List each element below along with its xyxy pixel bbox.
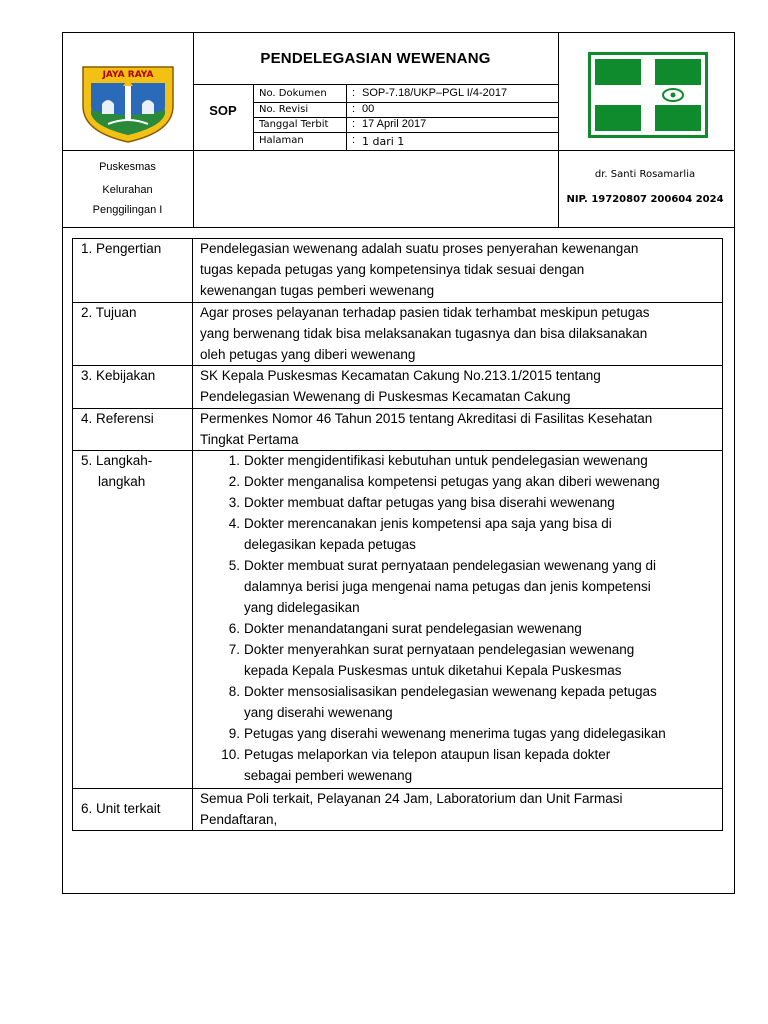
step-item <box>200 513 716 555</box>
meta-colon: : <box>352 103 356 115</box>
step-text-line: Dokter menandatangani surat pendelegasian wewenang <box>244 621 582 636</box>
step-text <box>244 723 716 744</box>
step-number: 5. <box>228 558 240 573</box>
step-number: 3. <box>228 495 240 510</box>
step-text-line: Dokter membuat surat pernyataan pendelegasian wewenang yang di <box>244 558 657 573</box>
step-item <box>200 723 716 744</box>
meta-colon: : <box>352 118 356 130</box>
step-number: 7. <box>228 642 240 657</box>
jaya-raya-emblem-icon <box>78 64 178 144</box>
step-text-line: delegasikan kepada petugas <box>244 537 416 552</box>
step-text <box>244 513 716 555</box>
meta-colon: : <box>352 134 356 146</box>
step-text-line: Dokter membuat daftar petugas yang bisa diserahi wewenang <box>244 495 615 510</box>
step-text <box>244 450 716 471</box>
step-text <box>244 639 716 681</box>
section-content-pengertian <box>200 238 716 301</box>
step-number: 6. <box>228 621 240 636</box>
step-number: 4. <box>228 516 240 531</box>
section-label-langkah <box>81 450 152 492</box>
step-item <box>200 744 716 786</box>
step-text-line: yang diserahi wewenang <box>244 705 393 720</box>
puskesmas-cross-logo-icon <box>588 52 708 138</box>
section-label-tujuan: 2. Tujuan <box>81 305 137 320</box>
text-line: kewenangan tugas pemberi wewenang <box>200 283 435 298</box>
text-line: SK Kepala Puskesmas Kecamatan Cakung No.213.1/2015 tentang <box>200 368 601 383</box>
step-item <box>200 450 716 471</box>
step-text <box>244 555 716 618</box>
section-label-kebijakan: 3. Kebijakan <box>81 368 156 383</box>
step-number: 10. <box>221 747 240 762</box>
sop-label: SOP <box>209 103 237 118</box>
meta-value-tanggal-terbit: 17 April 2017 <box>362 118 427 130</box>
step-number: 2. <box>228 474 240 489</box>
text-line: Pendelegasian wewenang adalah suatu proses penyerahan kewenangan <box>200 241 639 256</box>
step-text <box>244 744 716 786</box>
step-text <box>244 492 716 513</box>
section-content-unit-terkait <box>200 788 716 830</box>
text-line: Permenkes Nomor 46 Tahun 2015 tentang Akreditasi di Fasilitas Kesehatan <box>200 411 653 426</box>
section-content-tujuan <box>200 302 716 365</box>
step-text-line: kepada Kepala Puskesmas untuk diketahui Kepala Puskesmas <box>244 663 622 678</box>
section-label-referensi: 4. Referensi <box>81 411 154 426</box>
steps-list <box>200 450 716 788</box>
step-text-line: Petugas melaporkan via telepon ataupun lisan kepada dokter <box>244 747 611 762</box>
label-line: 5. Langkah- <box>81 453 153 468</box>
meta-label-no-dokumen: No. Dokumen <box>259 88 327 99</box>
step-text-line: yang didelegasikan <box>244 600 360 615</box>
meta-colon: : <box>352 87 356 99</box>
step-item <box>200 492 716 513</box>
step-text <box>244 471 716 492</box>
step-text-line: Dokter mengidentifikasi kebutuhan untuk pendelegasian wewenang <box>244 453 648 468</box>
meta-value-no-dokumen: SOP-7.18/UKP–PGL I/4-2017 <box>362 87 508 99</box>
step-item <box>200 471 716 492</box>
text-line: Semua Poli terkait, Pelayanan 24 Jam, Laboratorium dan Unit Farmasi <box>200 791 623 806</box>
step-item <box>200 555 716 618</box>
text-line: Tingkat Pertama <box>200 432 299 447</box>
meta-label-no-revisi: No. Revisi <box>259 104 309 115</box>
institution-line-2: Kelurahan <box>102 184 153 196</box>
meta-label-halaman: Halaman <box>259 135 304 146</box>
step-item <box>200 639 716 681</box>
step-number: 9. <box>228 726 240 741</box>
institution-line-1: Puskesmas <box>99 161 156 173</box>
step-text-line: Dokter merencanakan jenis kompetensi apa saja yang bisa di <box>244 516 612 531</box>
step-text-line: Dokter menyerahkan surat pernyataan pendelegasian wewenang <box>244 642 635 657</box>
label-line: langkah <box>98 474 146 489</box>
step-text-line: Dokter menganalisa kompetensi petugas yang akan diberi wewenang <box>244 474 660 489</box>
text-line: Agar proses pelayanan terhadap pasien tidak terhambat meskipun petugas <box>200 305 650 320</box>
meta-value-halaman: 1 dari 1 <box>362 135 405 148</box>
step-text-line: sebagai pemberi wewenang <box>244 768 413 783</box>
step-item <box>200 681 716 723</box>
signatory-name: dr. Santi Rosamarlia <box>594 169 696 180</box>
step-text <box>244 681 716 723</box>
step-number: 8. <box>228 684 240 699</box>
step-text-line: dalamnya berisi juga mengenai nama petugas dan jenis kompetensi <box>244 579 651 594</box>
text-line: yang berwenang tidak bisa melaksanakan tugasnya dan bisa dilaksanakan <box>200 326 648 341</box>
text-line: Pendelegasian Wewenang di Puskesmas Kecamatan Cakung <box>200 389 571 404</box>
step-text <box>244 618 716 639</box>
step-text-line: Dokter mensosialisasikan pendelegasian wewenang kepada petugas <box>244 684 657 699</box>
meta-label-tanggal-terbit: Tanggal Terbit <box>259 119 329 130</box>
page-title: PENDELEGASIAN WEWENANG <box>260 50 491 67</box>
text-line: oleh petugas yang diberi wewenang <box>200 347 416 362</box>
section-label-unit-terkait: 6. Unit terkait <box>81 801 161 816</box>
step-number: 1. <box>228 453 240 468</box>
section-content-kebijakan <box>200 365 716 407</box>
section-content-referensi <box>200 408 716 450</box>
meta-value-no-revisi: 00 <box>362 103 375 115</box>
text-line: Pendaftaran, <box>200 812 278 827</box>
svg-text:JAYA RAYA: JAYA RAYA <box>102 70 154 80</box>
text-line: tugas kepada petugas yang kompetensinya tidak sesuai dengan <box>200 262 585 277</box>
step-item <box>200 618 716 639</box>
institution-line-3: Penggilingan I <box>92 204 163 216</box>
step-text-line: Petugas yang diserahi wewenang menerima tugas yang didelegasikan <box>244 726 666 741</box>
section-label-pengertian: 1. Pengertian <box>81 241 162 256</box>
signatory-nip: NIP. 19720807 200604 2024 <box>566 194 724 205</box>
